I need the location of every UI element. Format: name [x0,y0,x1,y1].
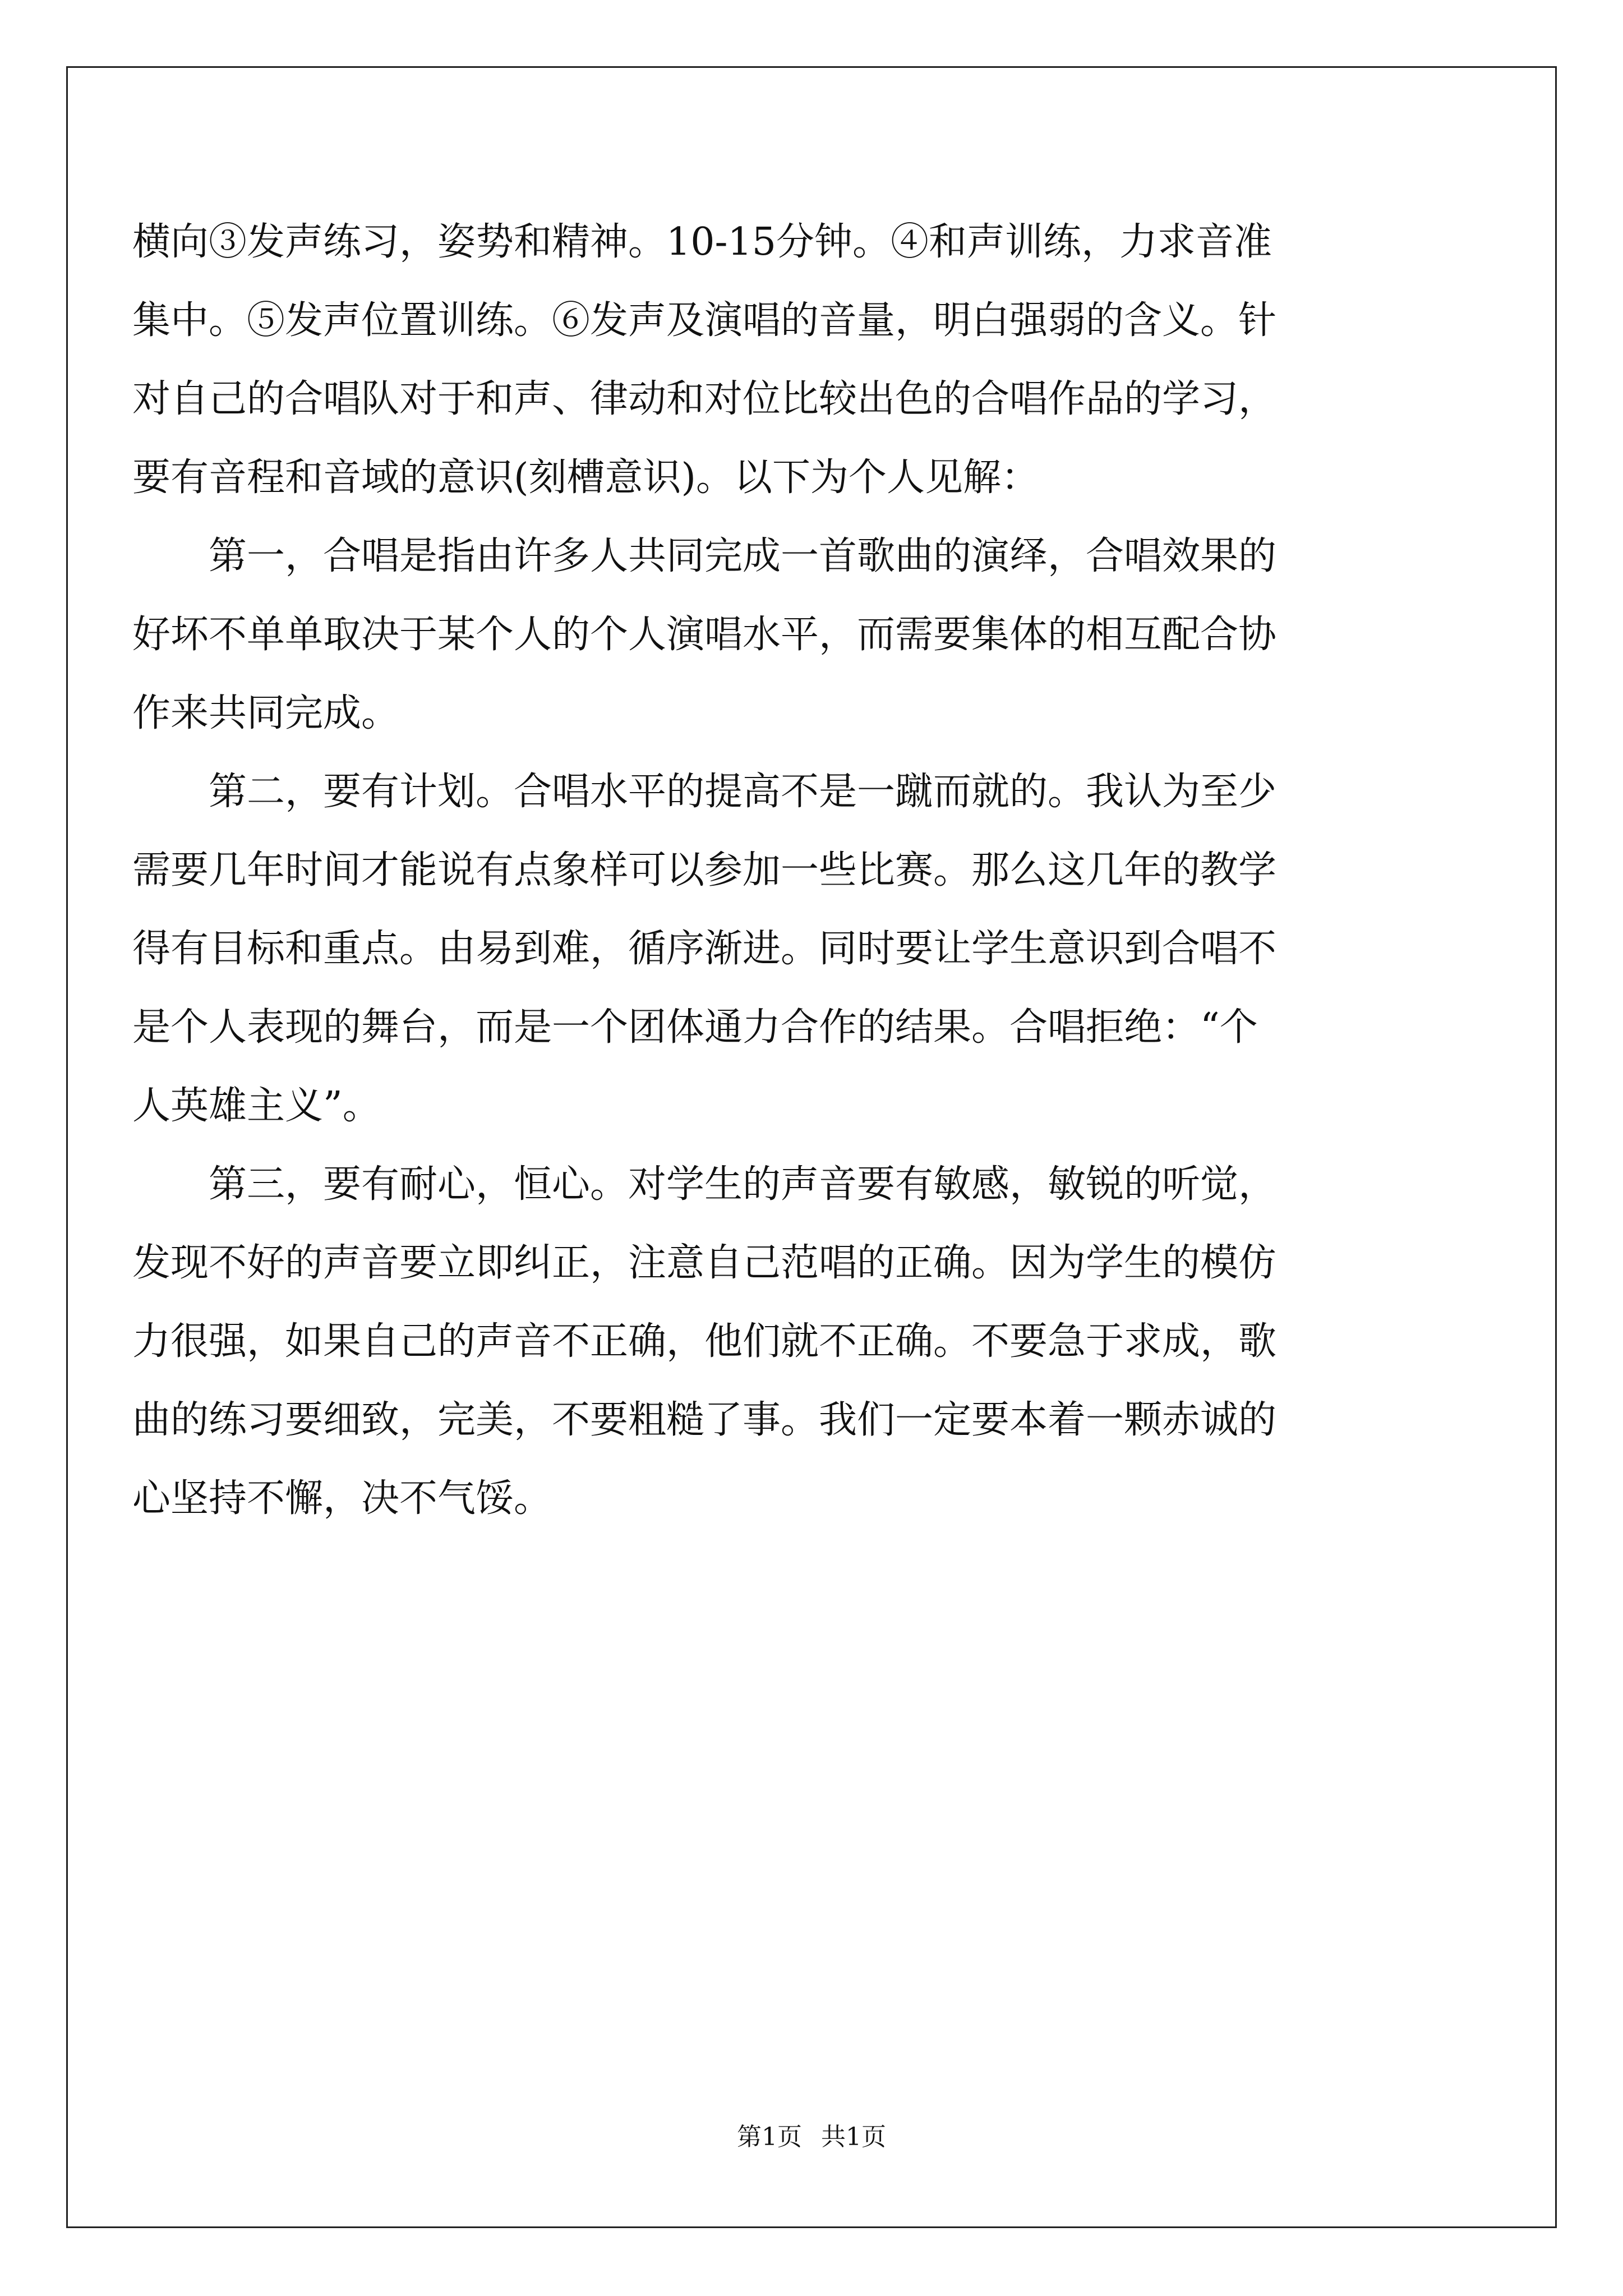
text-line: 横向③发声练习，姿势和精神。10-15分钟。④和声训练，力求音准 [132,220,1272,264]
text-line: 需要几年时间才能说有点象样可以参加一些比赛。那么这几年的教学 [132,848,1277,892]
paragraph-4 [132,1145,1428,1538]
text-line: 力很强，如果自己的声音不正确，他们就不正确。不要急于求成，歌 [132,1319,1277,1364]
text-line: 好坏不单单取决于某个人的个人演唱水平，而需要集体的相互配合协 [132,613,1277,657]
text-line: 集中。⑤发声位置训练。⑥发声及演唱的音量，明白强弱的含义。针 [132,298,1277,343]
page-number-current: 第1页 [737,2123,802,2151]
paragraph-1 [132,203,1428,517]
text-line: 对自己的合唱队对于和声、律动和对位比较出色的合唱作品的学习， [132,377,1277,421]
text-line: 人英雄主义”。 [132,1084,381,1128]
text-line: 要有音程和音域的意识(刻槽意识)。以下为个人见解： [132,455,1040,500]
page-number-total: 共1页 [821,2123,886,2151]
text-line: 发现不好的声音要立即纠正，注意自己范唱的正确。因为学生的模仿 [132,1241,1277,1285]
paragraph-3 [132,753,1428,1145]
text-line: 作来共同完成。 [132,691,400,735]
text-line: 心坚持不懈，决不气馁。 [132,1476,552,1521]
page-footer [0,2120,1623,2154]
text-line: 曲的练习要细致，完美，不要粗糙了事。我们一定要本着一颗赤诚的 [132,1398,1277,1442]
text-line: 第三，要有耐心，恒心。对学生的声音要有敏感，敏锐的听觉， [209,1162,1277,1207]
text-line: 得有目标和重点。由易到难，循序渐进。同时要让学生意识到合唱不 [132,927,1277,971]
text-line: 第二，要有计划。合唱水平的提高不是一蹴而就的。我认为至少 [209,770,1277,814]
text-line: 第一，合唱是指由许多人共同完成一首歌曲的演绎，合唱效果的 [209,534,1277,578]
paragraph-2 [132,517,1428,753]
document-body [132,203,1428,1538]
text-line: 是个人表现的舞台，而是一个团体通力合作的结果。合唱拒绝：“个 [132,1005,1258,1050]
